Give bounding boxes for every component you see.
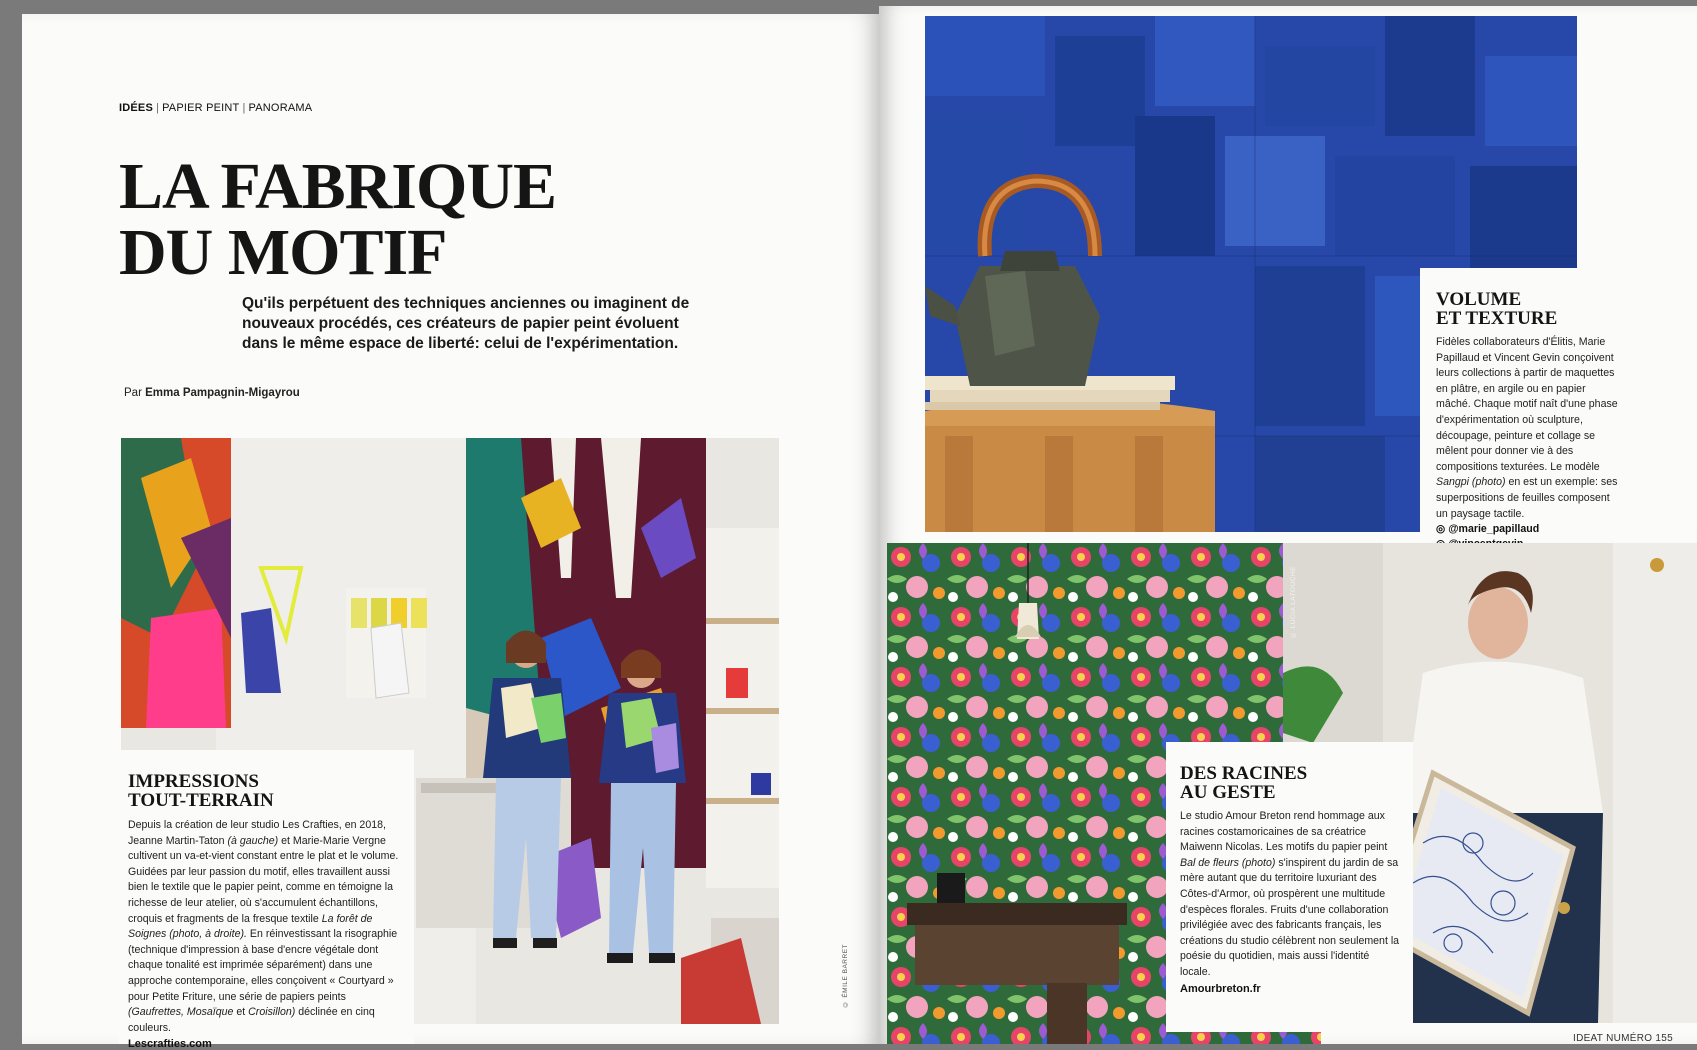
body-span: en est un exemple: ses superpositions de feuilles composent un paysage tactile. [1436,476,1618,520]
title-line: LA FABRIQUE [119,150,557,223]
left-page [22,14,879,1050]
body-emphasis: Sangpi (photo) [1436,476,1506,489]
racines-text-box [1166,742,1413,1032]
body-emphasis: (à gauche) [227,834,279,847]
instagram-icon: ◎ [1436,523,1446,536]
intro-paragraph: Qu'ils perpétuent des techniques anciennes ou imaginent de nouveaux procédés, ces créateurs de papier peint évoluent dans le même espace de liberté: celui de l'expérimentation. [242,295,690,352]
body-span: déclinée en cinq couleurs. [128,1006,375,1034]
instagram-handle-row[interactable] [1436,522,1621,537]
byline-prefix: Par [124,387,142,399]
body-span: En réinvestissant la risographie (technique d'impression à base d'encre végétale dont chaque tonalité est imprimée séparément) dans une approche contemporaine, elles conçoivent « Courtyard » pour Petite Friture, une série de papiers peints [128,928,398,1003]
body-span: s'inspirent du jardin de sa mère autant que du territoire luxuriant des Côtes-d'Armor, où prospèrent une multitude d'espèces florales. Fruits d'une collaboration privilégiée avec des fabricants français, les créations du studio célèbrent non seulement la poésie du quotidien, mais aussi l'identité locale. [1180,856,1400,978]
section-title [1436,290,1621,328]
section-title-line: AU GESTE [1180,782,1276,803]
body-emphasis: (Gaufrettes, Mosaïque [128,1006,234,1019]
page-folio: IDEAT NUMÉRO 155 [1572,1033,1673,1044]
crafties-website-link[interactable]: Lescrafties.com [128,1038,212,1050]
body-emphasis: Bal de fleurs (photo) [1180,856,1276,869]
title-line: DU MOTIF [119,216,447,289]
body-emphasis: La forêt de Soignes (photo, à droite). [128,912,373,941]
section-title-line: IMPRESSIONS [128,771,259,792]
racines-website-link[interactable]: Amourbreton.fr [1180,982,1261,995]
section-title-line: VOLUME [1436,289,1522,310]
body-span: Depuis la création de leur studio Les Crafties, en 2018, Jeanne Martin-Taton [128,819,386,847]
body-span: et Marie-Marie Vergne cultivent un va-et-vient constant entre le plat et le volume. Guidées par leur passion du motif, elles travaillent aussi bien le textile que le papier peint, comme en témoigne la richesse de leur atelier, où s'accumulent échantillons, croquis et fragments de la fresque textile [128,834,399,925]
instagram-handle[interactable]: @marie_papillaud [1448,523,1540,536]
section-title-line: DES RACINES [1180,763,1308,784]
right-page [879,6,1697,1044]
rubric-tag: PAPIER PEINT [162,102,240,114]
body-emphasis: Croisillon) [248,1006,296,1019]
byline [124,387,300,399]
rubric: IDÉES | PAPIER PEINT | PANORAMA [119,102,313,114]
article-title [119,150,557,289]
crafties-body [128,818,404,1036]
body-span: Fidèles collaborateurs d'Élitis, Marie Papillaud et Vincent Gevin conçoivent leurs collections à partir de maquettes en plâtre, en argile ou en papier mâché. Chaque motif naît d'une phase d'expérimentation où sculpture, découpage, peinture et collage se mêlent pour donner vie à des compositions texturées. Le modèle [1436,336,1618,473]
section-title-line: TOUT-TERRAIN [128,790,274,811]
photo-credit: © LUCIA LATOUCHE [1290,566,1297,639]
volume-text-box [1420,268,1697,538]
byline-author: Emma Pampagnin-Migayrou [145,387,300,399]
body-span: et [236,1006,246,1019]
photo-credit: © ÉMILE BARRET [842,944,849,1008]
crafties-text-box [119,750,414,1050]
body-span: Le studio Amour Breton rend hommage aux racines costamoricaines de sa créatrice Maiwenn Nicolas. Les motifs du papier peint [1180,810,1388,854]
section-title [128,772,404,810]
rubric-tag: PANORAMA [248,102,313,114]
volume-body [1436,335,1621,522]
rubric-category: IDÉES [119,102,154,114]
section-title-line: ET TEXTURE [1436,308,1558,329]
racines-body [1180,809,1402,981]
section-title [1180,764,1402,802]
